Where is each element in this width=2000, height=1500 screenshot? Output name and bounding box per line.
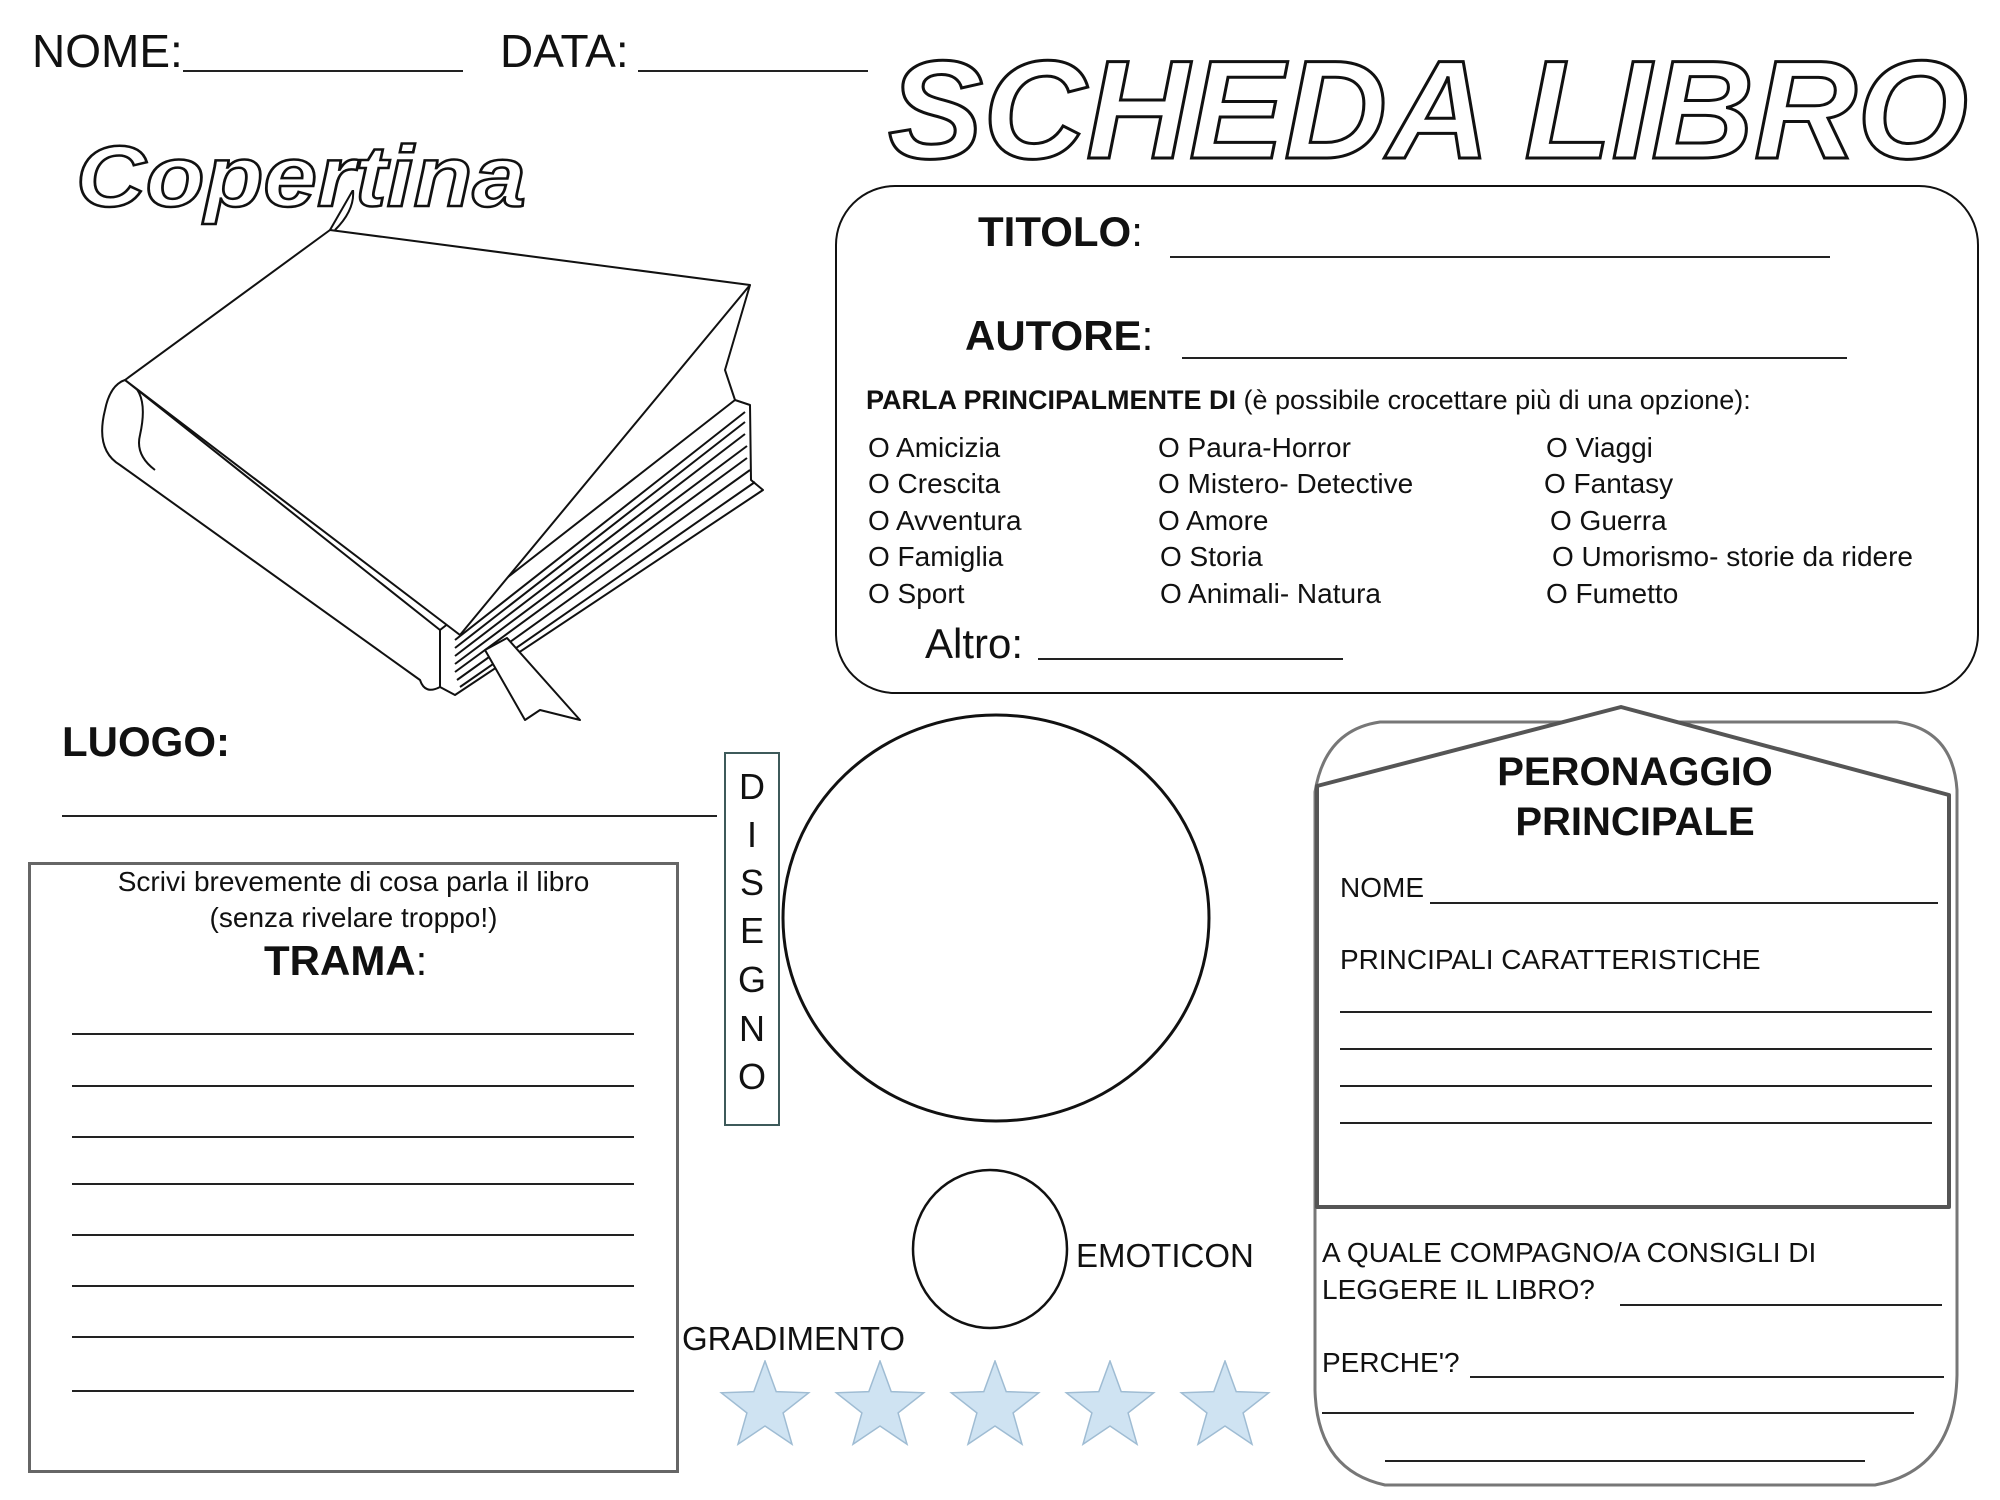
altro-label: Altro: (925, 620, 1024, 667)
luogo-field[interactable] (62, 815, 717, 817)
option-famiglia[interactable]: O Famiglia (868, 541, 1004, 572)
rating-stars[interactable] (715, 1360, 1285, 1450)
parla-label: PARLA PRINCIPALMENTE DI (866, 385, 1236, 415)
trama-line-4[interactable] (72, 1183, 634, 1185)
option-umorismo[interactable]: O Umorismo- storie da ridere (1552, 541, 1913, 572)
data-label: DATA: (500, 25, 629, 77)
perche-line-3[interactable] (1385, 1460, 1865, 1462)
book-icon (95, 190, 775, 730)
option-amore[interactable]: O Amore (1158, 505, 1269, 536)
personaggio-title-1: PERONAGGIO (1497, 750, 1773, 794)
caratteristiche-label: PRINCIPALI CARATTERISTICHE (1340, 944, 1761, 975)
rating-star-3[interactable] (951, 1361, 1038, 1444)
rating-star-2[interactable] (836, 1361, 923, 1444)
emoticon-circle[interactable] (905, 1165, 1075, 1335)
option-fantasy[interactable]: O Fantasy (1544, 468, 1674, 499)
parla-instruction (866, 385, 1751, 416)
autore-colon: : (1141, 312, 1154, 359)
parla-note: (è possibile crocettare più di una opzione): (1236, 385, 1751, 415)
perche-line-1[interactable] (1470, 1376, 1944, 1378)
autore-row (965, 312, 1153, 360)
personaggio-nome-field[interactable] (1430, 902, 1938, 904)
option-paura-horror[interactable]: O Paura-Horror (1158, 432, 1351, 463)
titolo-row (978, 208, 1143, 256)
option-amicizia[interactable]: O Amicizia (868, 432, 1001, 463)
trama-line-3[interactable] (72, 1136, 634, 1138)
consiglio-question-2: LEGGERE IL LIBRO? (1322, 1274, 1595, 1305)
info-box (835, 185, 1979, 694)
data-field[interactable] (638, 70, 868, 72)
trama-line-5[interactable] (72, 1234, 634, 1236)
perche-line-2[interactable] (1322, 1412, 1914, 1414)
option-avventura[interactable]: O Avventura (868, 505, 1022, 536)
option-crescita[interactable]: O Crescita (868, 468, 1001, 499)
gradimento-label: GRADIMENTO (682, 1320, 906, 1357)
caratteristiche-line-3[interactable] (1340, 1085, 1932, 1087)
option-mistero-detective[interactable]: O Mistero- Detective (1158, 468, 1414, 499)
option-fumetto[interactable]: O Fumetto (1546, 578, 1679, 609)
nome-label: NOME: (32, 25, 183, 77)
personaggio-title-2: PRINCIPALE (1515, 800, 1755, 844)
option-guerra[interactable]: O Guerra (1550, 505, 1667, 536)
nome-field[interactable] (183, 70, 463, 72)
luogo-label: LUOGO: (62, 718, 230, 765)
rating-star-4[interactable] (1066, 1361, 1153, 1444)
autore-label: AUTORE (965, 312, 1142, 359)
page-title-text: SCHEDA LIBRO (888, 40, 1968, 175)
disegno-letter-i: I (746, 814, 757, 855)
titolo-field[interactable] (1170, 256, 1830, 258)
page-title (880, 40, 1980, 175)
perche-label: PERCHE'? (1322, 1347, 1460, 1378)
emoticon-label: EMOTICON (1076, 1237, 1254, 1274)
option-animali-natura[interactable]: O Animali- Natura (1160, 578, 1381, 609)
consiglio-field[interactable] (1620, 1304, 1942, 1306)
option-storia[interactable]: O Storia (1160, 541, 1263, 572)
drawing-circle[interactable] (770, 710, 1230, 1130)
titolo-colon: : (1131, 208, 1143, 255)
trama-label: TRAMA (264, 937, 416, 984)
personaggio-nome-label: NOME (1340, 872, 1424, 903)
trama-line-7[interactable] (72, 1336, 634, 1338)
trama-line-6[interactable] (72, 1285, 634, 1287)
trama-instruction-1: Scrivi brevemente di cosa parla il libro (117, 866, 590, 897)
rating-star-1[interactable] (721, 1361, 808, 1444)
option-sport[interactable]: O Sport (868, 578, 965, 609)
option-viaggi[interactable]: O Viaggi (1546, 432, 1653, 463)
trama-line-8[interactable] (72, 1390, 634, 1392)
caratteristiche-line-4[interactable] (1340, 1122, 1932, 1124)
autore-field[interactable] (1182, 357, 1847, 359)
disegno-letter-n: N (739, 1008, 765, 1049)
disegno-letter-g: G (737, 959, 766, 1000)
consiglio-question-1: A QUALE COMPAGNO/A CONSIGLI DI (1322, 1237, 1817, 1268)
altro-field[interactable] (1038, 658, 1343, 660)
disegno-letter-o: O (737, 1056, 766, 1097)
trama-line-2[interactable] (72, 1085, 634, 1087)
trama-instruction-2: (senza rivelare troppo!) (209, 902, 498, 933)
rating-star-5[interactable] (1181, 1361, 1268, 1444)
trama-heading (264, 937, 427, 985)
trama-line-1[interactable] (72, 1033, 634, 1035)
titolo-label: TITOLO (978, 208, 1132, 255)
disegno-letter-s: S (739, 862, 764, 903)
caratteristiche-line-2[interactable] (1340, 1048, 1932, 1050)
caratteristiche-line-1[interactable] (1340, 1011, 1932, 1013)
trama-colon: : (415, 937, 428, 984)
disegno-letter-e: E (739, 910, 764, 951)
cover-label-text: Copertina (76, 129, 526, 225)
disegno-letter-d: D (739, 766, 765, 807)
